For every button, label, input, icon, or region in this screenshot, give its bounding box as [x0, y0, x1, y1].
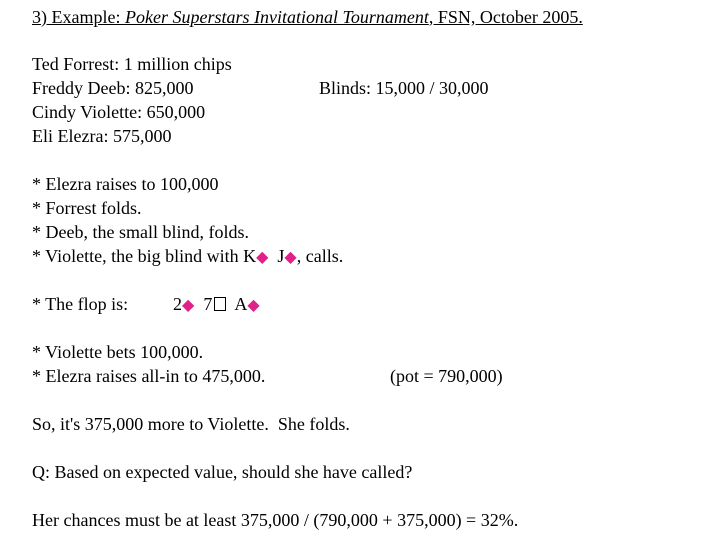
title-prefix: 3) Example:: [32, 7, 125, 27]
answer-text: Her chances must be at least 375,000 / (790,000 + 375,000) = 32%.: [32, 510, 519, 530]
card-jack: J: [277, 246, 285, 266]
action-elezra-allin: * Elezra raises all-in to 475,000.: [32, 366, 266, 386]
slide-title: [32, 6, 583, 28]
diamond-icon: ◆: [284, 249, 297, 266]
title-suffix: , FSN, October 2005.: [428, 7, 583, 27]
statement-text: So, it's 375,000 more to Violette. She folds.: [32, 414, 350, 434]
missing-glyph-icon: [214, 297, 226, 311]
player-deeb: Freddy Deeb: 825,000: [32, 78, 194, 98]
blinds-text: Blinds: 15,000 / 30,000: [319, 78, 489, 98]
flop-label: * The flop is:: [32, 294, 129, 314]
question-text: Q: Based on expected value, should she have called?: [32, 462, 413, 482]
diamond-icon: ◆: [247, 297, 260, 314]
pot-text: (pot = 790,000): [390, 366, 503, 386]
diamond-icon: ◆: [182, 297, 195, 314]
action-violette-call: * Violette, the big blind with K◆ J◆, calls.: [32, 246, 344, 266]
flop-card-3: A: [234, 294, 248, 314]
player-elezra: Eli Elezra: 575,000: [32, 126, 172, 146]
diamond-icon: ◆: [256, 249, 269, 266]
player-forrest: Ted Forrest: 1 million chips: [32, 54, 232, 74]
player-violette: Cindy Violette: 650,000: [32, 102, 206, 122]
action-deeb-fold: * Deeb, the small blind, folds.: [32, 222, 249, 242]
action-elezra-raise: * Elezra raises to 100,000: [32, 174, 219, 194]
action-violette-bet: * Violette bets 100,000.: [32, 342, 204, 362]
flop-card-2: 7: [203, 294, 213, 314]
flop-card-1: 2: [173, 294, 182, 314]
flop-cards: [173, 293, 260, 317]
action-forrest-fold: * Forrest folds.: [32, 198, 142, 218]
title-event: Poker Superstars Invitational Tournament: [124, 7, 429, 27]
